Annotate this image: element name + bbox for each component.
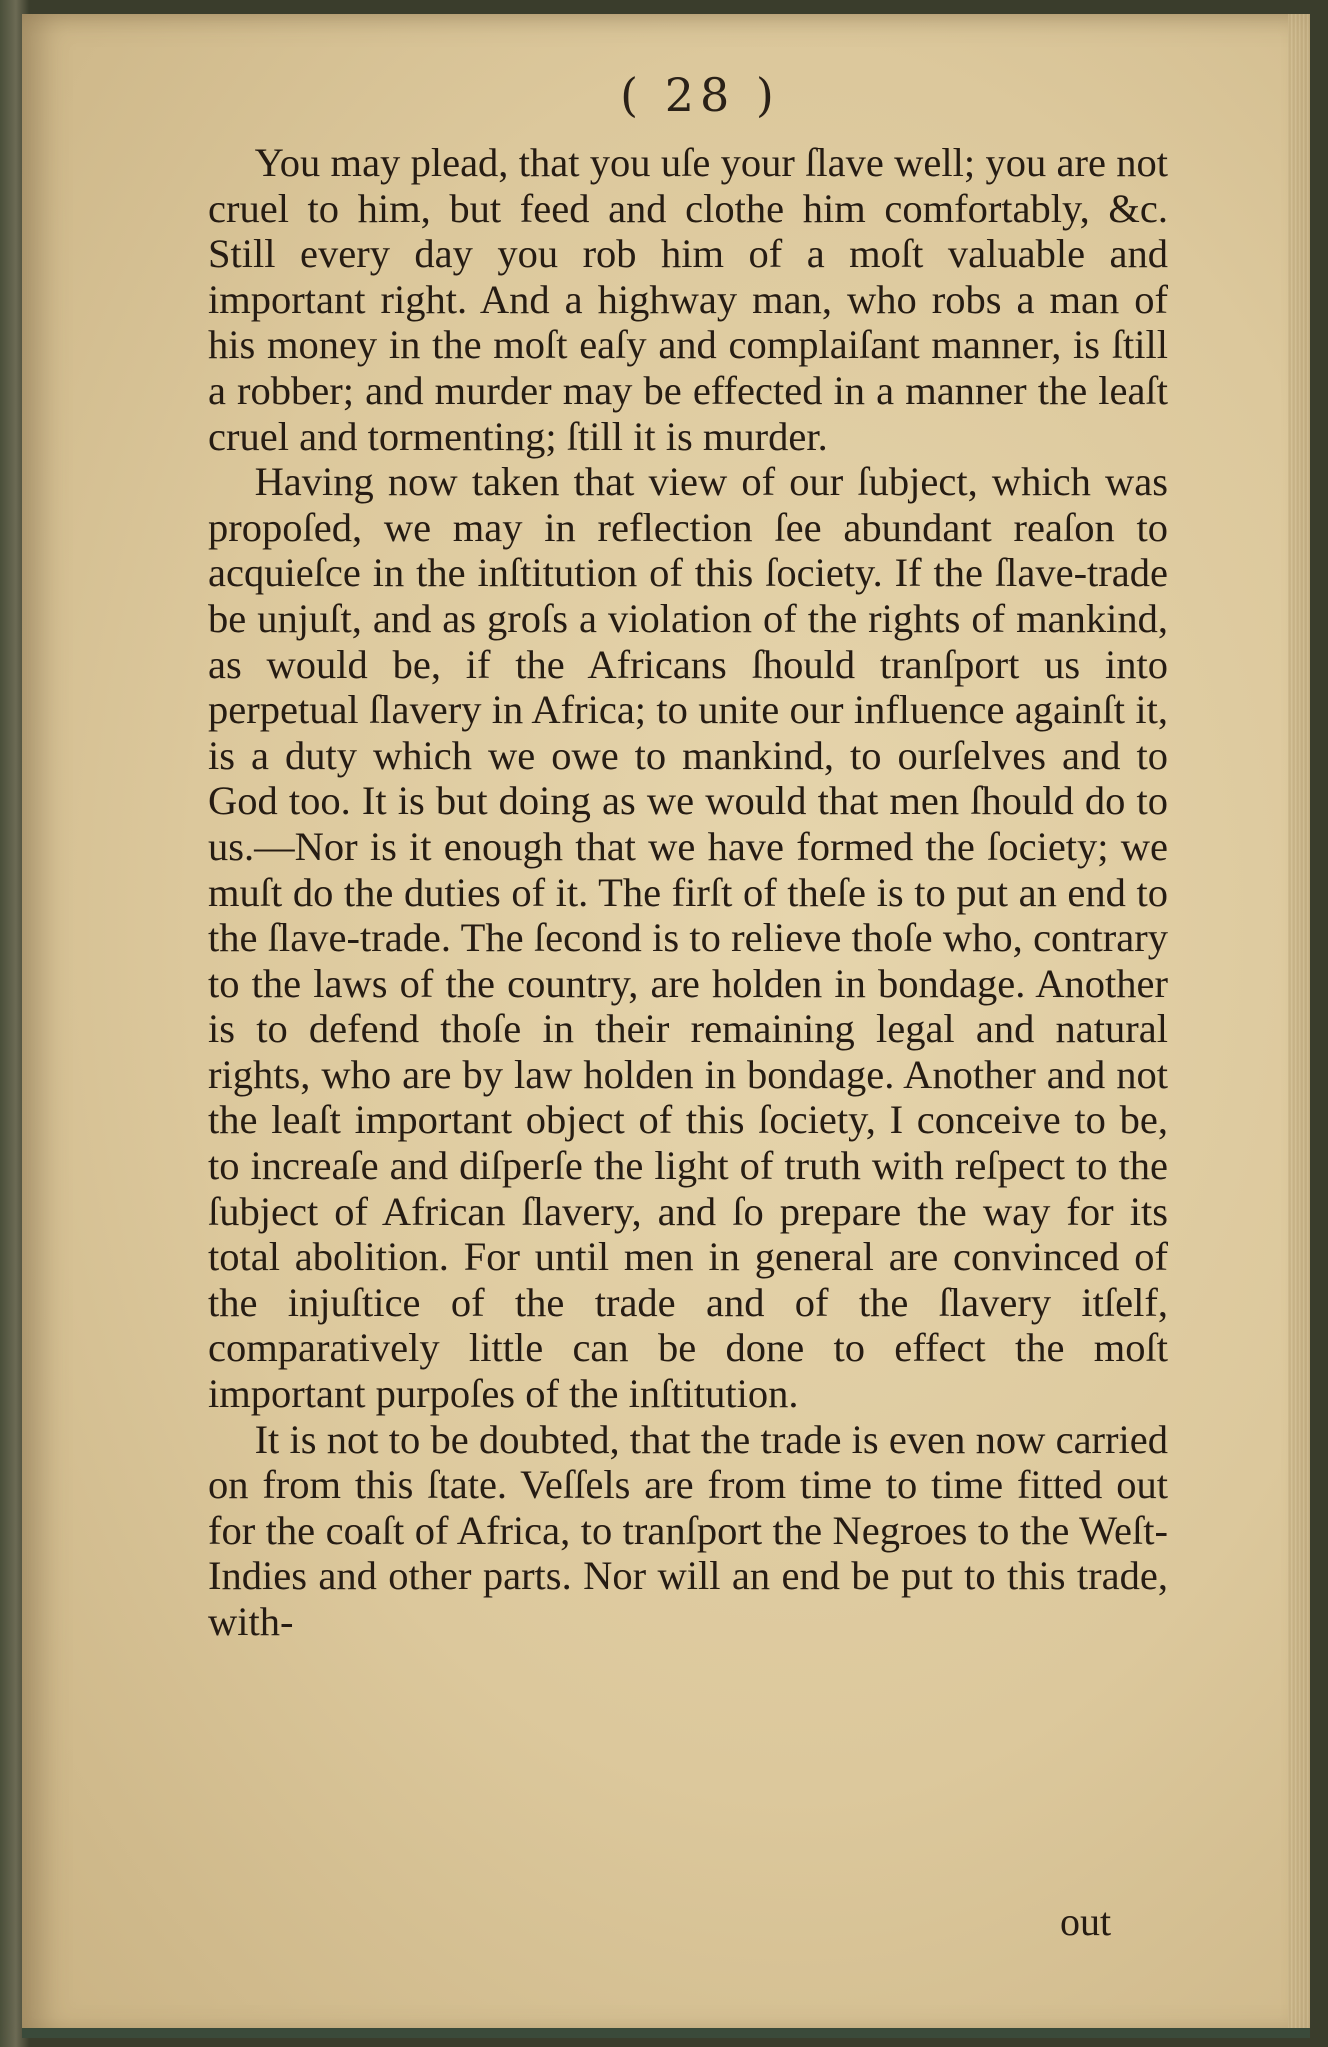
paragraph-2: Having now taken that view of our ſubject, which was propoſed, we may in reflection ſee abundant reaſon to acquieſce in the inſtitution of this ſociety. If the ſlave-trade be unjuſt, and as groſs a violation of the rights of mankind, as would be, if the Africans ſhould tranſport us into perpetual ſlavery in Africa; to unite our influence againſt it, is a duty which we owe to mankind, to ourſelves and to God too. It is but doing as we would that men ſhould do to us.—Nor is it enough that we have formed the ſociety; we muſt do the duties of it. The firſt of theſe is to put an end to the ſlave-trade. The ſecond is to relieve thoſe who, contrary to the laws of the country, are holden in bondage. Another is to defend thoſe in their remaining legal and natural rights, who are by law holden in bondage. Another and not the leaſt important object of this ſociety, I conceive to be, to increaſe and diſperſe the light of truth with reſpect to the ſubject of African ſlavery, and ſo prepare the way for its total abolition. For until men in general are convinced of the injuſtice of the trade and of the ſlavery itſelf, comparatively little can be done to effect the moſt important purpoſes of the inſtitution. xyxy=(208,459,1168,1417)
catchword: out xyxy=(1060,1899,1112,1944)
page-number: ( 28 ) xyxy=(620,68,780,122)
paragraph-3: It is not to be doubted, that the trade is even now carried on from this ſtate. Veſſels are from time to time fitted out for the coaſt of Africa, to tranſport the Negroes to the Weſt-Indies and other parts. Nor will an end be put to this trade, with- xyxy=(208,1416,1168,1644)
paragraph-1: You may plead, that you uſe your ſlave well; you are not cruel to him, but feed and clothe him comfortably, &c. Still every day you rob him of a moſt valuable and important right. And a highway man, who robs a man of his money in the moſt eaſy and complaiſant manner, is ſtill a robber; and murder may be effected in a manner the leaſt cruel and tormenting; ſtill it is murder. xyxy=(208,140,1168,459)
binding-edge xyxy=(22,2028,1310,2038)
body-text xyxy=(208,140,1168,1645)
page-fore-edge xyxy=(1288,14,1310,2038)
